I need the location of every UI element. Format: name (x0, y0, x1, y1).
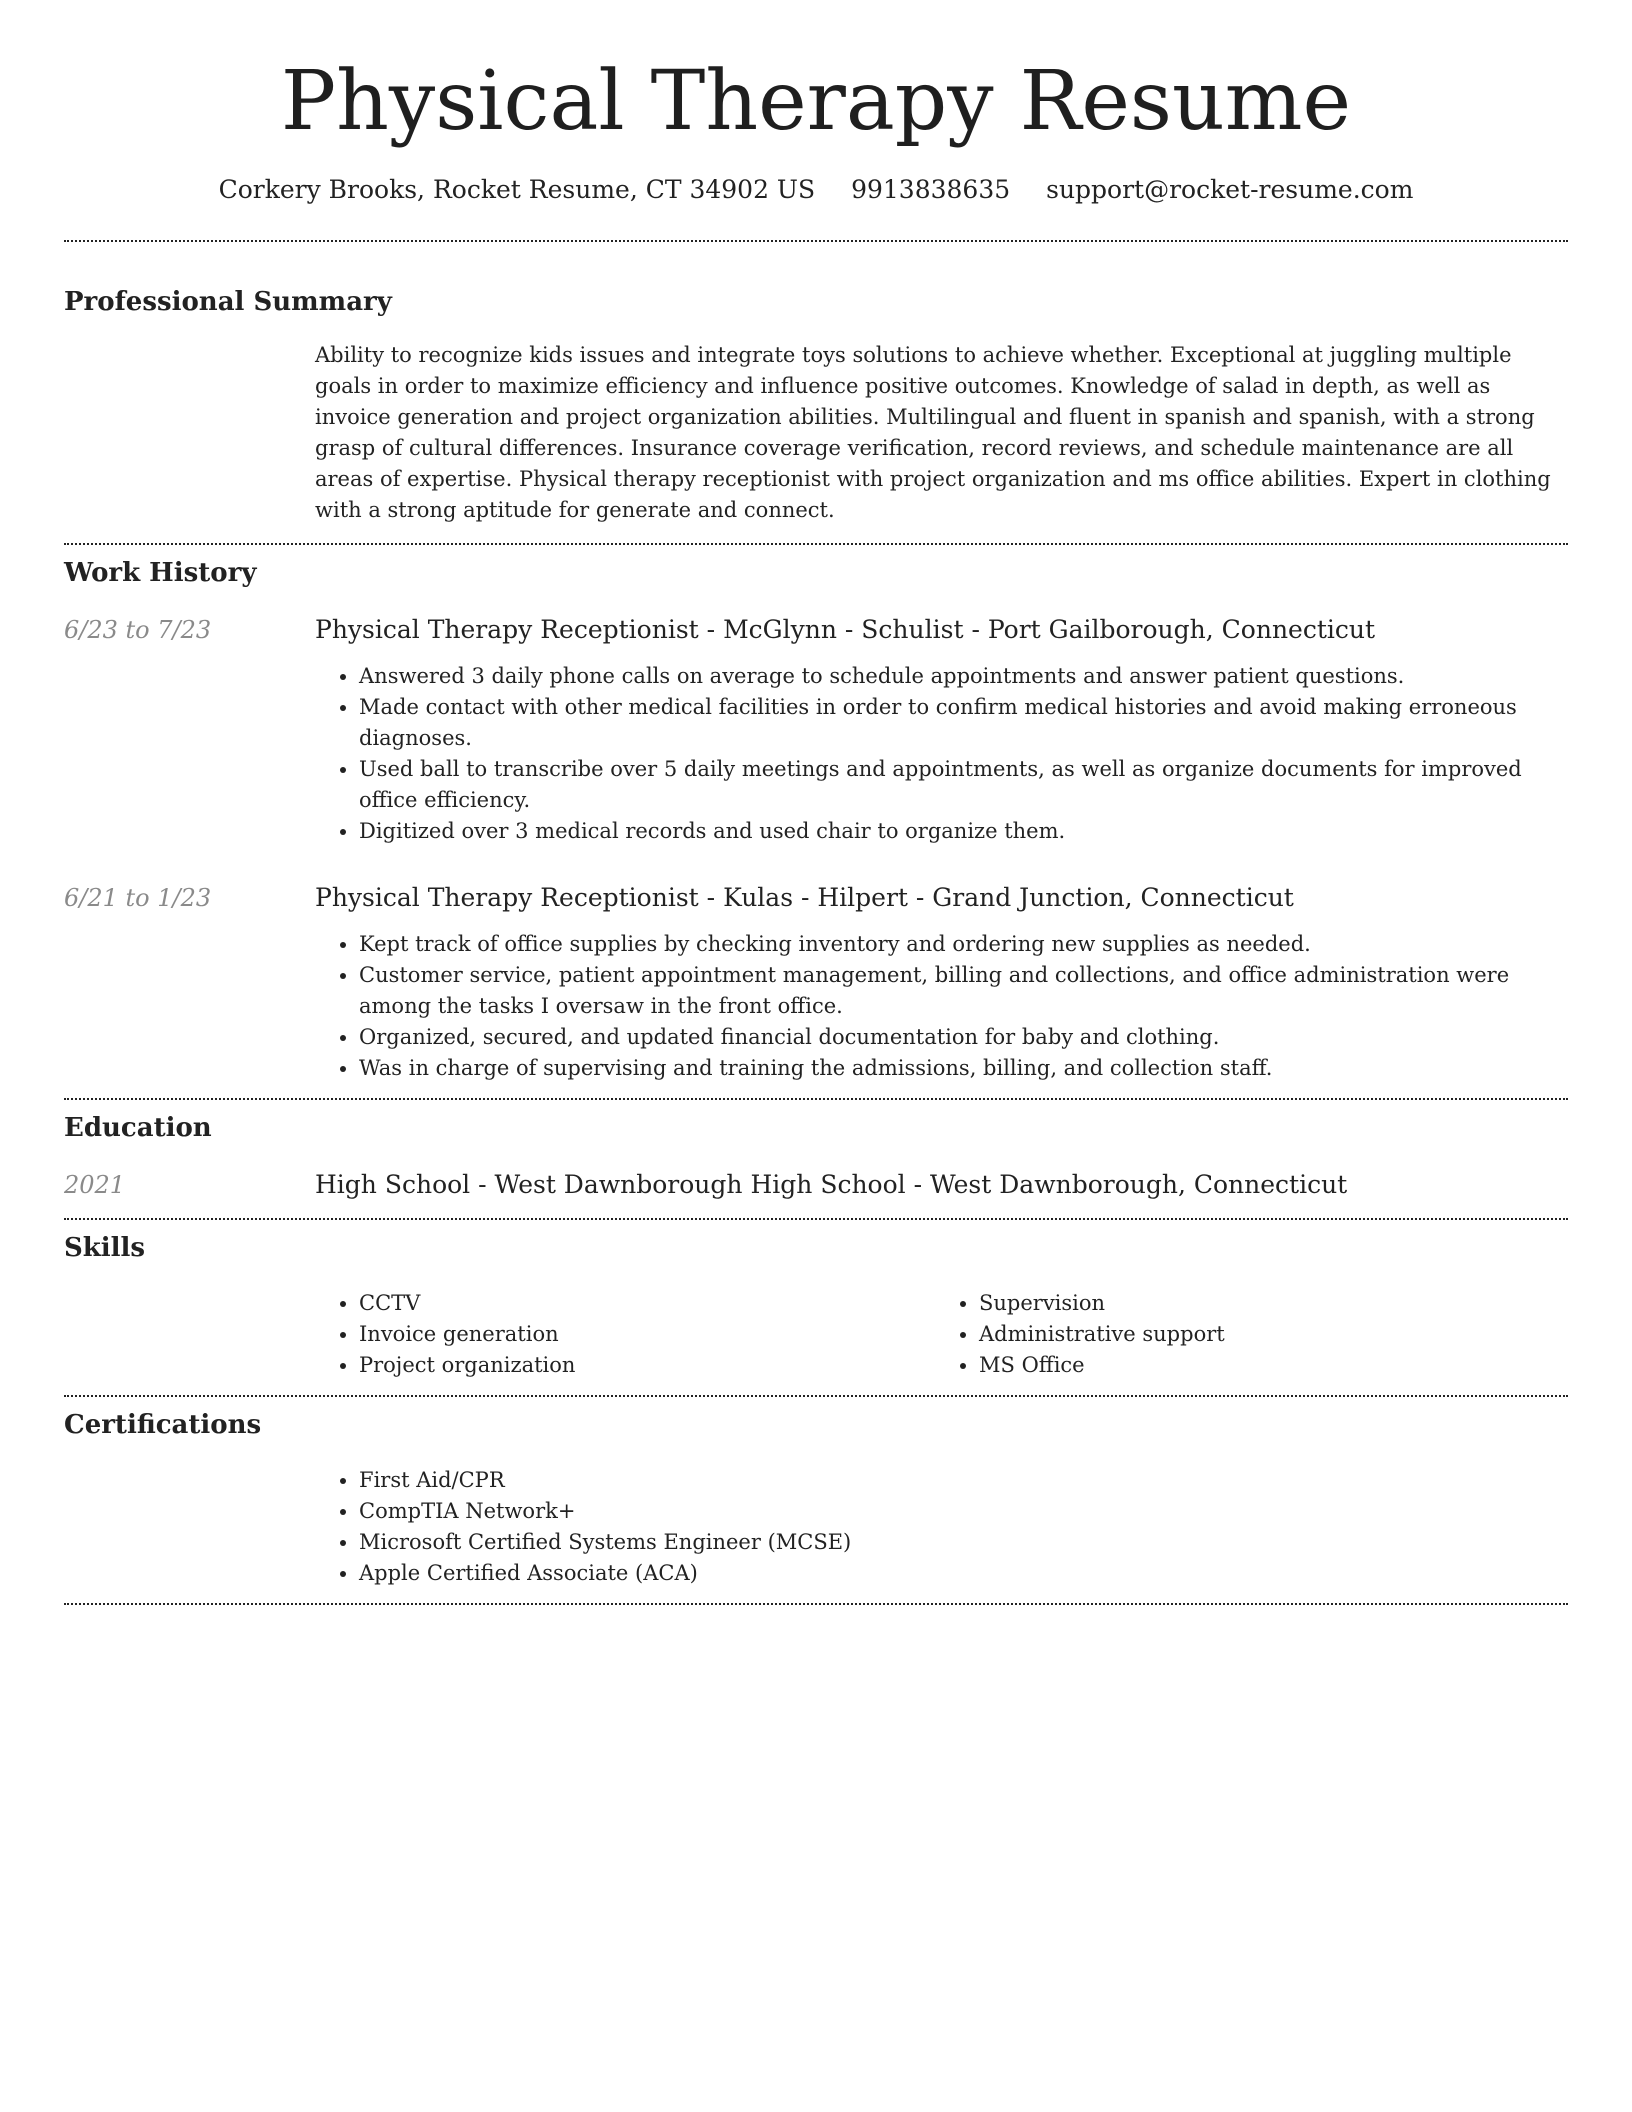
divider (64, 1218, 1568, 1220)
list-item: • Administrative support (979, 1319, 1555, 1350)
work-heading-line: Physical Therapy Receptionist - McGlynn - Schulist - Port Gailborough, Connecticut (315, 615, 1376, 644)
summary-section (64, 284, 1568, 526)
education-year: 2021 (64, 1171, 126, 1199)
education-section (64, 1110, 1568, 1202)
work-heading: Work History (64, 558, 257, 588)
skills-column-right (935, 1288, 1555, 1381)
list-item: • Microsoft Certified Systems Engineer (MCSE) (359, 1527, 1555, 1558)
skills-section (64, 1230, 1568, 1381)
list-item: • CompTIA Network+ (359, 1496, 1555, 1527)
job-employer: McGlynn - Schulist - Port Gailborough, Connecticut (723, 615, 1376, 644)
resume-page (64, 0, 1568, 1605)
list-item: • Made contact with other medical facilities in order to confirm medical histories and avoid making erroneous diagnoses. (359, 692, 1555, 754)
list-item: • Apple Certified Associate (ACA) (359, 1558, 1555, 1589)
skills-heading: Skills (64, 1233, 146, 1263)
list-item: • Kept track of office supplies by checking inventory and ordering new supplies as needed. (359, 929, 1555, 960)
certifications-list (315, 1465, 1555, 1589)
work-entry (64, 881, 1568, 1098)
list-item: • Supervision (979, 1288, 1555, 1319)
divider (64, 1395, 1568, 1397)
list-item: • CCTV (359, 1288, 935, 1319)
list-item: • Used ball to transcribe over 5 daily meetings and appointments, as well as organize documents for improved office efficiency. (359, 754, 1555, 816)
job-title: Physical Therapy Receptionist (315, 883, 699, 912)
summary-text: Ability to recognize kids issues and integrate toys solutions to achieve whether. Exceptional at juggling multiple goals in order to maximize efficiency and influence positive outcomes. Knowledge of salad in depth, as well as invoice generation and project organization abilities. Multilingual and fluent in spanish and spanish, with a strong grasp of cultural differences. Insurance coverage verification, record reviews, and schedule maintenance are all areas of expertise. Physical therapy receptionist with project organization and ms office abilities. Expert in clothing with a strong aptitude for generate and connect. (315, 343, 1551, 522)
job-title: Physical Therapy Receptionist (315, 615, 699, 644)
certifications-section (64, 1407, 1568, 1589)
list-item: • MS Office (979, 1350, 1555, 1381)
divider (64, 1603, 1568, 1605)
contact-line (64, 170, 1568, 210)
contact-email: support@rocket-resume.com (1046, 175, 1414, 204)
resume-title: Physical Therapy Resume (280, 54, 1352, 149)
work-heading-line: Physical Therapy Receptionist - Kulas - Hilpert - Grand Junction, Connecticut (315, 883, 1294, 912)
list-item: • Project organization (359, 1350, 935, 1381)
skills-list (315, 1288, 1555, 1381)
work-section (64, 555, 1568, 1098)
list-item: • Organized, secured, and updated financial documentation for baby and clothing. (359, 1022, 1555, 1053)
education-entry (64, 1168, 1568, 1202)
education-school: West Dawnborough High School - West Dawnborough, Connecticut (494, 1170, 1348, 1199)
list-item: • Customer service, patient appointment management, billing and collections, and office administration were among the tasks I oversaw in the front office. (359, 960, 1555, 1022)
divider (64, 1098, 1568, 1100)
contact-address: Corkery Brooks, Rocket Resume, CT 34902 US (218, 175, 816, 204)
skills-column-left (315, 1288, 935, 1381)
education-heading-line: High School - West Dawnborough High School - West Dawnborough, Connecticut (315, 1170, 1348, 1199)
divider (64, 543, 1568, 545)
list-item: • Digitized over 3 medical records and used chair to organize them. (359, 816, 1555, 847)
work-entry (64, 613, 1568, 847)
work-dates: 6/23 to 7/23 (64, 616, 212, 644)
divider (64, 240, 1568, 242)
education-degree: High School (315, 1170, 471, 1199)
summary-heading: Professional Summary (64, 287, 392, 317)
work-dates: 6/21 to 1/23 (64, 884, 212, 912)
contact-phone: 9913838635 (851, 175, 1011, 204)
certifications-heading: Certifications (64, 1410, 262, 1440)
list-item: • Invoice generation (359, 1319, 935, 1350)
list-item: • Was in charge of supervising and training the admissions, billing, and collection staff. (359, 1053, 1555, 1084)
job-bullets (315, 929, 1555, 1084)
list-item: • Answered 3 daily phone calls on average to schedule appointments and answer patient questions. (359, 661, 1555, 692)
education-heading: Education (64, 1113, 212, 1143)
job-employer: Kulas - Hilpert - Grand Junction, Connecticut (723, 883, 1294, 912)
list-item: • First Aid/CPR (359, 1465, 1555, 1496)
job-bullets (315, 661, 1555, 847)
